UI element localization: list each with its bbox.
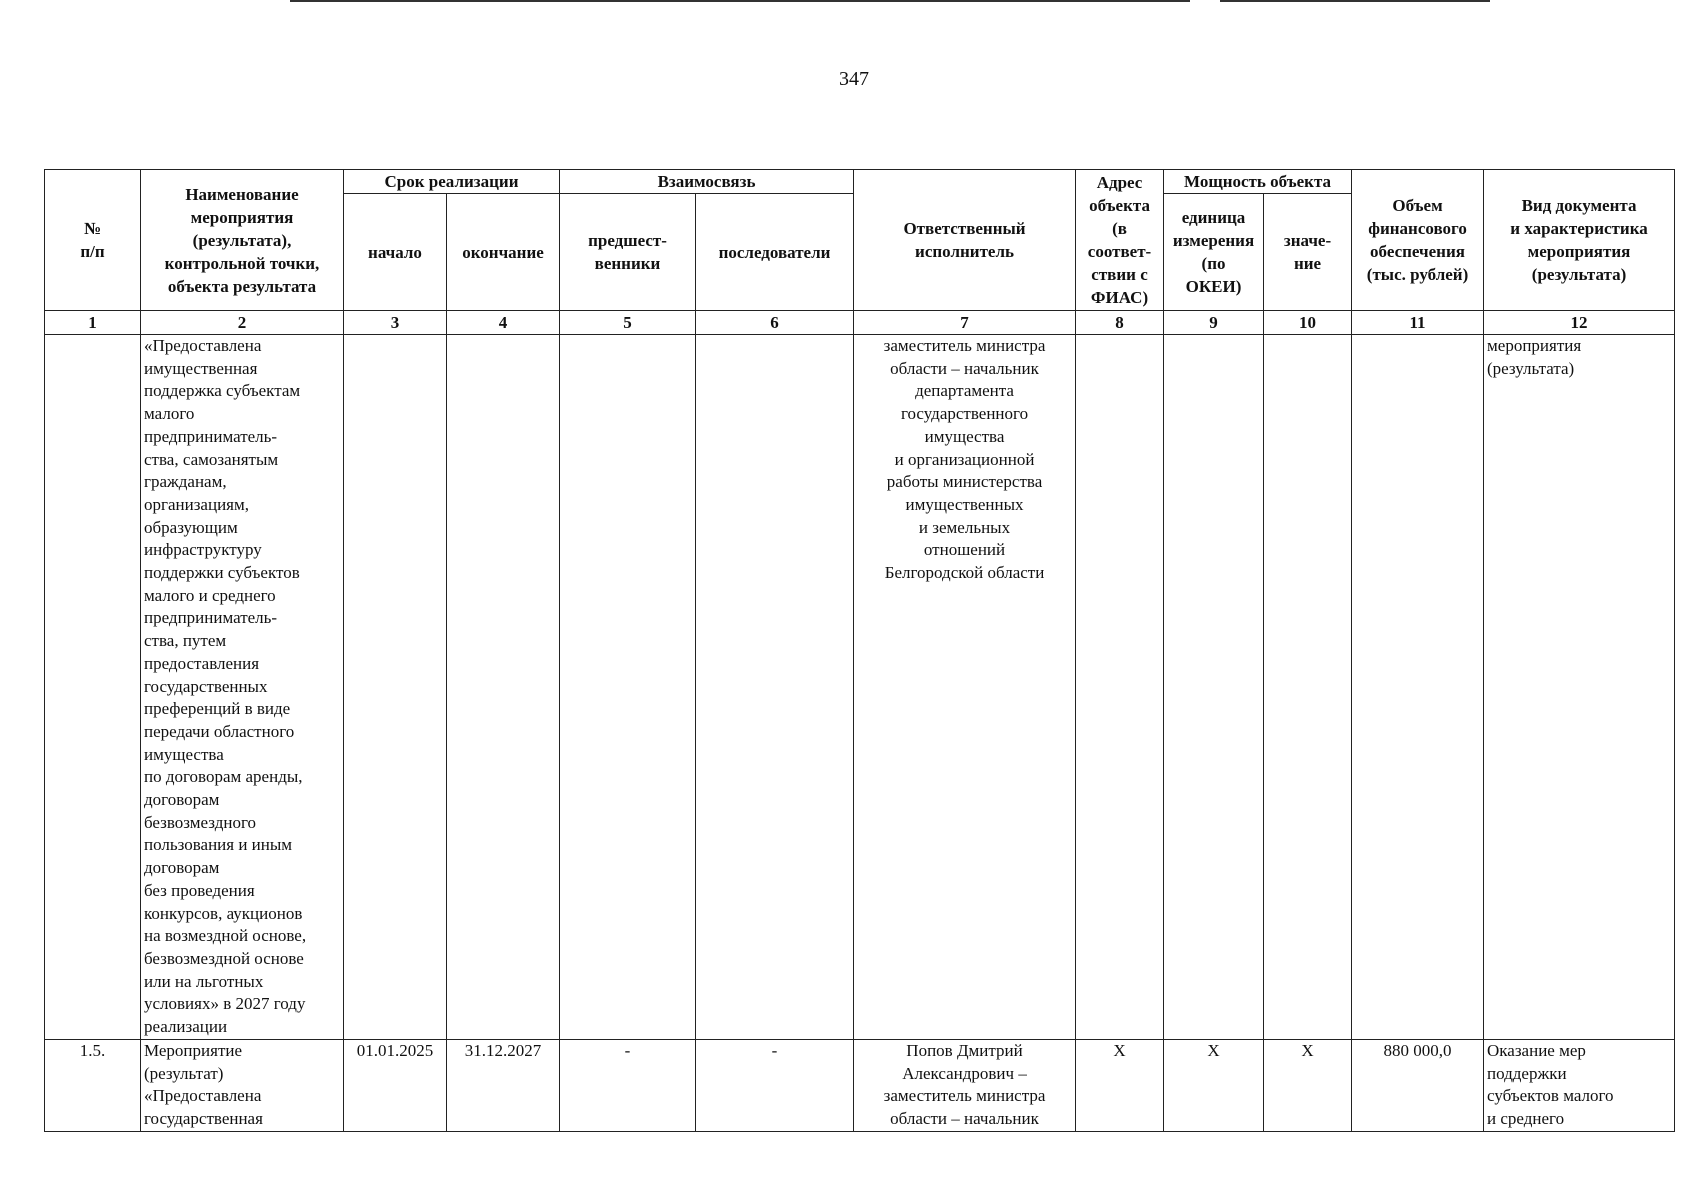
top-border-line-right: [1220, 0, 1490, 2]
row-value: Х: [1264, 1039, 1352, 1131]
row-start: 01.01.2025: [344, 1039, 447, 1131]
header-num: № п/п: [45, 170, 141, 311]
row-num: 1.5.: [45, 1039, 141, 1131]
row-document: мероприятия (результата): [1484, 335, 1675, 1040]
table-row: [45, 1039, 1675, 1131]
column-number: 3: [344, 311, 447, 335]
row-end: 31.12.2027: [447, 1039, 560, 1131]
column-number: 11: [1352, 311, 1484, 335]
row-end: [447, 335, 560, 1040]
column-number: 2: [141, 311, 344, 335]
row-name: Мероприятие (результат) «Предоставлена государственная: [141, 1039, 344, 1131]
column-number: 1: [45, 311, 141, 335]
column-number: 12: [1484, 311, 1675, 335]
header-financing: Объем финансового обеспечения (тыс. рублей): [1352, 170, 1484, 311]
row-name: «Предоставлена имущественная поддержка субъектам малого предприниматель- ства, самозанятым гражданам, организациям, образующим инфраструктуру поддержки субъектов малого и среднего предприниматель- ства, путем предоставления государственных преференций в виде передачи областного имущества по договорам аренды, договорам безвозмездного пользования и иным договорам без проведения конкурсов, аукционов на возмездной основе, безвозмездной основе или на льготных условиях» в 2027 году реализации: [141, 335, 344, 1040]
column-number: 10: [1264, 311, 1352, 335]
table-row: [45, 335, 1675, 1040]
page-number: 347: [839, 68, 869, 90]
row-address: [1076, 335, 1164, 1040]
row-num: [45, 335, 141, 1040]
row-unit: [1164, 335, 1264, 1040]
row-responsible: заместитель министра области – начальник департамента государственного имущества и организационной работы министерства имущественных и земельных отношений Белгородской области: [854, 335, 1076, 1040]
row-address: Х: [1076, 1039, 1164, 1131]
header-unit: единица измерения (по ОКЕИ): [1164, 194, 1264, 311]
column-number: 7: [854, 311, 1076, 335]
header-power: Мощность объекта: [1164, 170, 1352, 194]
header-successors: последователи: [696, 194, 854, 311]
row-financing: [1352, 335, 1484, 1040]
header-responsible: Ответственный исполнитель: [854, 170, 1076, 311]
header-end: окончание: [447, 194, 560, 311]
row-responsible: Попов Дмитрий Александрович – заместитель министра области – начальник: [854, 1039, 1076, 1131]
row-financing: 880 000,0: [1352, 1039, 1484, 1131]
column-number: 5: [560, 311, 696, 335]
row-predecessors: [560, 335, 696, 1040]
header-value: значе- ние: [1264, 194, 1352, 311]
row-unit: Х: [1164, 1039, 1264, 1131]
measures-table: [44, 169, 1675, 1132]
row-value: [1264, 335, 1352, 1040]
header-name: Наименование мероприятия (результата), контрольной точки, объекта результата: [141, 170, 344, 311]
row-document: Оказание мер поддержки субъектов малого и среднего: [1484, 1039, 1675, 1131]
header-period: Срок реализации: [344, 170, 560, 194]
column-number: 6: [696, 311, 854, 335]
header-predecessors: предшест- венники: [560, 194, 696, 311]
row-successors: -: [696, 1039, 854, 1131]
row-successors: [696, 335, 854, 1040]
row-predecessors: -: [560, 1039, 696, 1131]
column-number: 8: [1076, 311, 1164, 335]
header-document: Вид документа и характеристика мероприятия (результата): [1484, 170, 1675, 311]
column-number: 4: [447, 311, 560, 335]
header-address: Адрес объекта (в соответ- ствии с ФИАС): [1076, 170, 1164, 311]
column-numbers-row: [45, 311, 1675, 335]
row-start: [344, 335, 447, 1040]
header-start: начало: [344, 194, 447, 311]
header-link: Взаимосвязь: [560, 170, 854, 194]
column-number: 9: [1164, 311, 1264, 335]
top-border-line: [290, 0, 1190, 2]
